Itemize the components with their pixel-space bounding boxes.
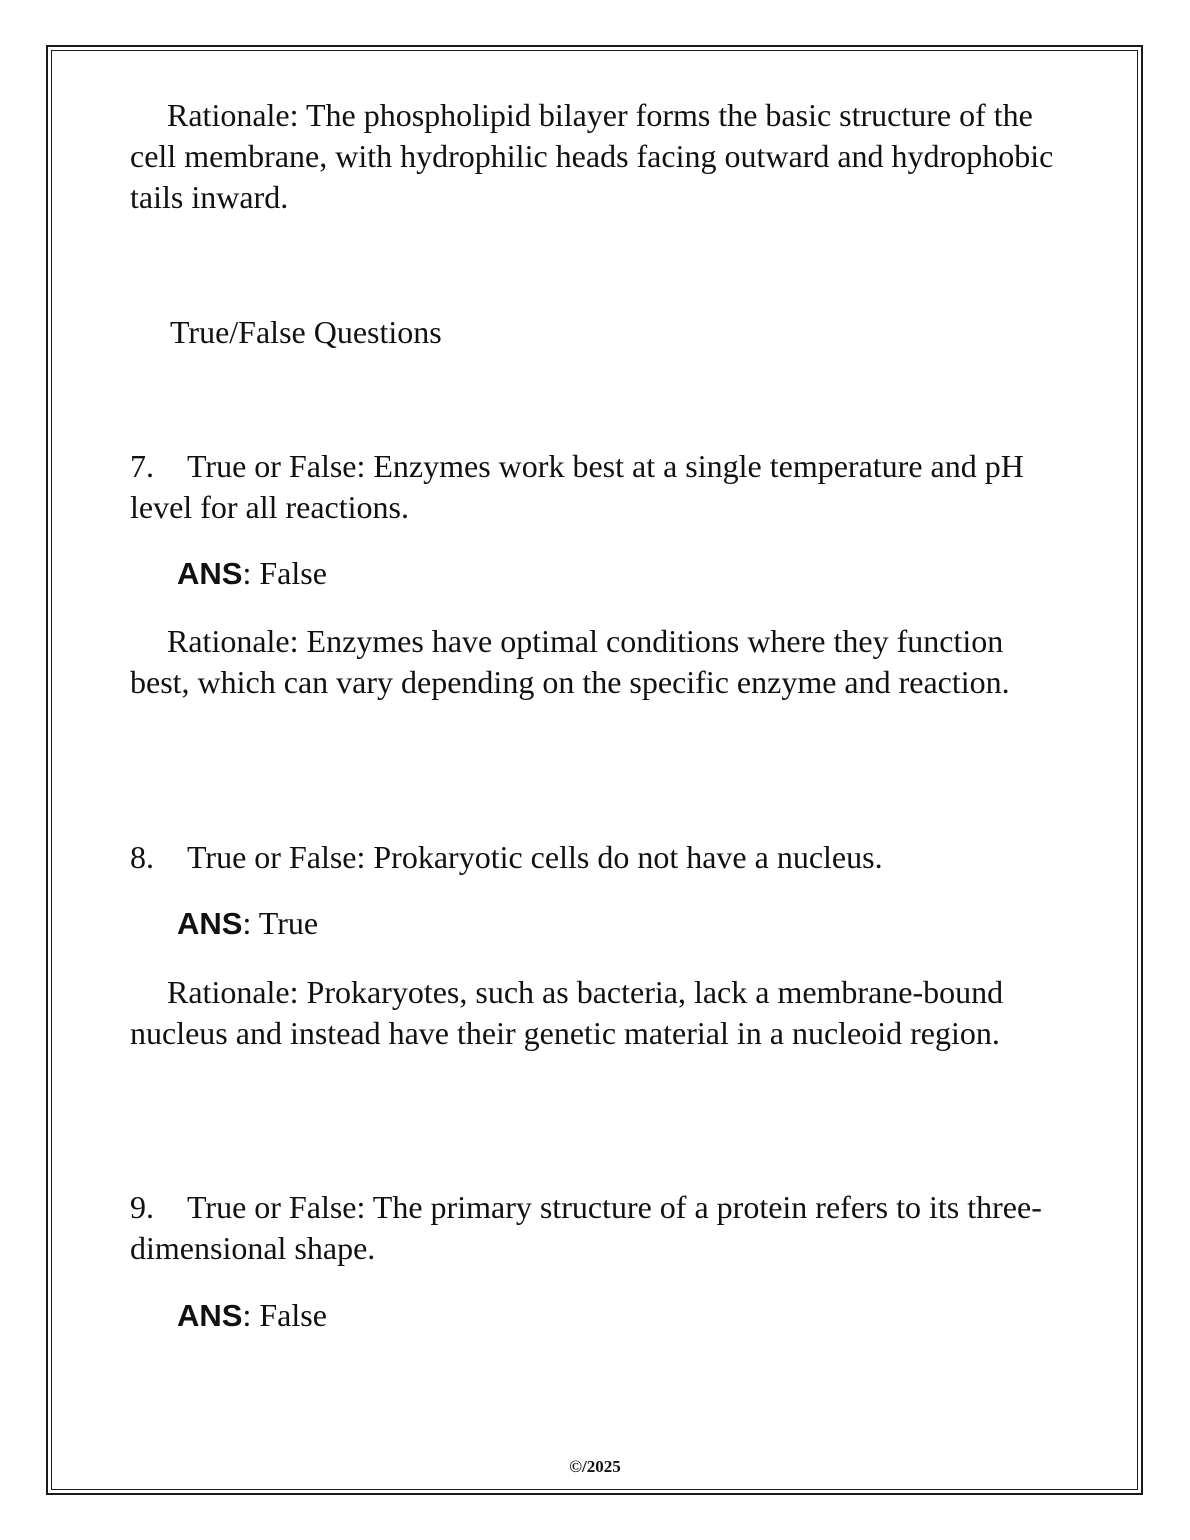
ans-label: ANS — [177, 556, 243, 591]
question-7 — [130, 446, 1070, 528]
ans-label: ANS — [177, 906, 243, 941]
question-number: 7. — [130, 448, 154, 484]
page-border-inner — [51, 50, 1138, 1490]
ans-label: ANS — [177, 1298, 243, 1333]
rationale-intro: Rationale: The phospholipid bilayer forms the basic structure of the cell membrane, with hydrophilic heads facing outward and hydrophobic tails inward. — [130, 97, 1054, 215]
answer-line-7 — [177, 553, 327, 594]
question-text: True or False: Enzymes work best at a single temperature and pH level for all reactions. — [130, 448, 1024, 525]
rationale-8: Rationale: Prokaryotes, such as bacteria, lack a membrane-bound nucleus and instead have their genetic material in a nucleoid region. — [130, 974, 1004, 1051]
answer-value: : False — [242, 555, 327, 591]
question-text: True or False: Prokaryotic cells do not have a nucleus. — [187, 839, 883, 875]
section-heading: True/False Questions — [170, 314, 442, 350]
answer-line-8 — [177, 903, 318, 944]
answer-line-9 — [177, 1295, 327, 1336]
page-footer: ©/2025 — [569, 1457, 621, 1476]
question-number: 9. — [130, 1189, 154, 1225]
answer-value: : True — [242, 905, 319, 941]
rationale-7: Rationale: Enzymes have optimal conditions where they function best, which can vary depending on the specific enzyme and reaction. — [130, 623, 1010, 700]
question-9 — [130, 1187, 1070, 1269]
question-number: 8. — [130, 839, 154, 875]
question-8 — [130, 837, 1070, 878]
question-text: True or False: The primary structure of a protein refers to its three-dimensional shape. — [130, 1189, 1042, 1266]
answer-value: : False — [242, 1297, 327, 1333]
